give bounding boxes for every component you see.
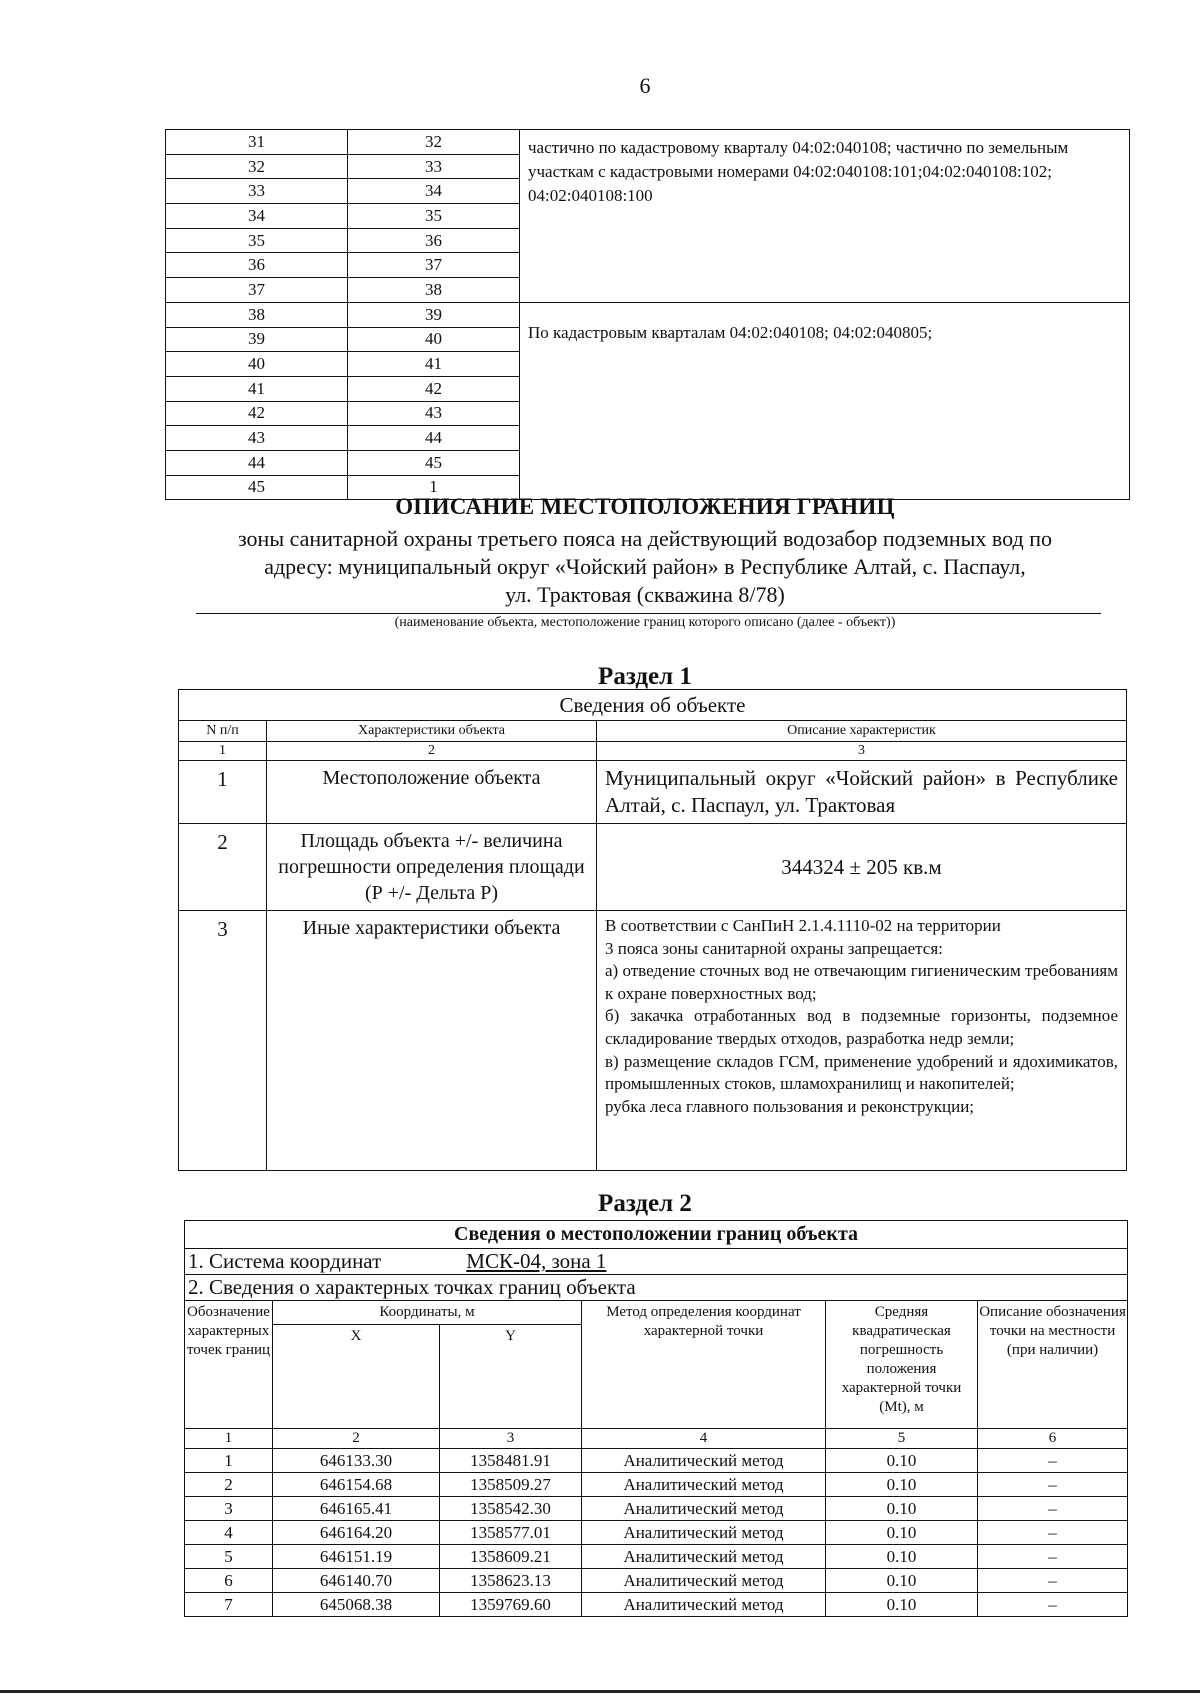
table-row (185, 1569, 1128, 1593)
note-cell: – (978, 1497, 1128, 1521)
from-point-cell: 35 (166, 228, 348, 253)
error-cell: 0.10 (826, 1473, 978, 1497)
boundary-segments-table (165, 129, 1130, 500)
method-cell: Аналитический метод (582, 1449, 826, 1473)
restriction-line: а) отведение сточных вод не отвечающим гигиеническим требованиям к охране поверхностных вод; (605, 961, 1118, 1003)
column-number: 2 (267, 742, 597, 761)
to-point-cell: 44 (348, 426, 520, 451)
from-point-cell: 43 (166, 426, 348, 451)
note-cell: – (978, 1593, 1128, 1617)
section-1-title: Раздел 1 (598, 663, 692, 690)
header-x: X (273, 1325, 440, 1429)
from-point-cell: 41 (166, 376, 348, 401)
point-id-cell: 2 (185, 1473, 273, 1497)
area-value-cell: 344324 ± 205 кв.м (597, 824, 1127, 911)
from-point-cell: 32 (166, 154, 348, 179)
from-point-cell: 45 (166, 475, 348, 500)
to-point-cell: 37 (348, 253, 520, 278)
column-number: 6 (978, 1429, 1128, 1449)
note-cell: – (978, 1521, 1128, 1545)
point-id-cell: 7 (185, 1593, 273, 1617)
point-id-cell: 5 (185, 1545, 273, 1569)
method-cell: Аналитический метод (582, 1569, 826, 1593)
subtitle-line: адресу: муниципальный округ «Чойский район» в Республике Алтай, с. Паспаул, (264, 554, 1026, 579)
table-row (185, 1497, 1128, 1521)
to-point-cell: 40 (348, 327, 520, 352)
header-coordinates: Координаты, м (273, 1301, 582, 1325)
column-number: 3 (597, 742, 1127, 761)
from-point-cell: 36 (166, 253, 348, 278)
from-point-cell: 33 (166, 179, 348, 204)
table-row (185, 1449, 1128, 1473)
to-point-cell: 42 (348, 376, 520, 401)
table-row (166, 130, 1130, 155)
segment-description-cell: частично по кадастровому кварталу 04:02:040108; частично по земельным участкам с кадастровыми номерами 04:02:040108:101;04:02:040108:102; 04:02:040108:100 (520, 130, 1130, 303)
column-number: 1 (179, 742, 267, 761)
from-point-cell: 31 (166, 130, 348, 155)
object-info-table (178, 689, 1127, 1171)
to-point-cell: 1 (348, 475, 520, 500)
method-cell: Аналитический метод (582, 1473, 826, 1497)
from-point-cell: 34 (166, 204, 348, 229)
column-number: 5 (826, 1429, 978, 1449)
header-note: Описание обозначения точки на местности (при наличии) (978, 1301, 1128, 1429)
to-point-cell: 39 (348, 302, 520, 327)
column-number: 2 (273, 1429, 440, 1449)
error-cell: 0.10 (826, 1593, 978, 1617)
x-coordinate-cell: 646133.30 (273, 1449, 440, 1473)
column-number: 4 (582, 1429, 826, 1449)
column-number: 1 (185, 1429, 273, 1449)
header-cell: Описание характеристик (597, 721, 1127, 742)
x-coordinate-cell: 646164.20 (273, 1521, 440, 1545)
error-cell: 0.10 (826, 1545, 978, 1569)
y-coordinate-cell: 1358509.27 (440, 1473, 582, 1497)
restriction-line: В соответствии с СанПиН 2.1.4.1110-02 на территории (605, 916, 1001, 935)
to-point-cell: 33 (348, 154, 520, 179)
x-coordinate-cell: 646165.41 (273, 1497, 440, 1521)
error-cell: 0.10 (826, 1449, 978, 1473)
point-id-cell: 3 (185, 1497, 273, 1521)
table-row (185, 1473, 1128, 1497)
header-cell: N п/п (179, 721, 267, 742)
column-number: 3 (440, 1429, 582, 1449)
method-cell: Аналитический метод (582, 1497, 826, 1521)
from-point-cell: 38 (166, 302, 348, 327)
note-cell: – (978, 1545, 1128, 1569)
table-row (179, 824, 1127, 911)
section-2-title: Раздел 2 (598, 1190, 692, 1217)
note-cell: – (978, 1449, 1128, 1473)
document-title: ОПИСАНИЕ МЕСТОПОЛОЖЕНИЯ ГРАНИЦ (395, 494, 895, 519)
coordinate-system-label: 1. Система координат (188, 1249, 382, 1273)
y-coordinate-cell: 1359769.60 (440, 1593, 582, 1617)
point-id-cell: 4 (185, 1521, 273, 1545)
row-number: 2 (179, 824, 267, 911)
point-id-cell: 1 (185, 1449, 273, 1473)
restriction-line: рубка леса главного пользования и реконструкции; (605, 1096, 975, 1116)
from-point-cell: 39 (166, 327, 348, 352)
method-cell: Аналитический метод (582, 1593, 826, 1617)
boundary-points-table (184, 1220, 1128, 1617)
y-coordinate-cell: 1358609.21 (440, 1545, 582, 1569)
object-description (160, 525, 1130, 609)
table-row (185, 1521, 1128, 1545)
restriction-line: 3 пояса зоны санитарной охраны запрещается: (605, 938, 943, 958)
method-cell: Аналитический метод (582, 1545, 826, 1569)
to-point-cell: 36 (348, 228, 520, 253)
header-y: Y (440, 1325, 582, 1429)
error-cell: 0.10 (826, 1569, 978, 1593)
error-cell: 0.10 (826, 1521, 978, 1545)
x-coordinate-cell: 646151.19 (273, 1545, 440, 1569)
from-point-cell: 42 (166, 401, 348, 426)
to-point-cell: 35 (348, 204, 520, 229)
to-point-cell: 34 (348, 179, 520, 204)
coordinate-system (185, 1249, 1128, 1275)
restrictions-cell (597, 911, 1127, 1171)
subtitle-line: зоны санитарной охраны третьего пояса на действующий водозабор подземных вод по (238, 526, 1052, 551)
table-row (179, 761, 1127, 824)
y-coordinate-cell: 1358577.01 (440, 1521, 582, 1545)
description-cell: Муниципальный округ «Чойский район» в Республике Алтай, с. Паспаул, ул. Трактовая (597, 761, 1127, 824)
object-caption: (наименование объекта, местоположение границ которого описано (далее - объект)) (394, 615, 896, 630)
table-row (179, 911, 1127, 1171)
from-point-cell: 40 (166, 352, 348, 377)
from-point-cell: 37 (166, 278, 348, 303)
x-coordinate-cell: 646140.70 (273, 1569, 440, 1593)
error-cell: 0.10 (826, 1497, 978, 1521)
header-method: Метод определения координат характерной точки (582, 1301, 826, 1429)
points-section-label: 2. Сведения о характерных точках границ объекта (185, 1275, 1128, 1301)
from-point-cell: 44 (166, 450, 348, 475)
x-coordinate-cell: 646154.68 (273, 1473, 440, 1497)
y-coordinate-cell: 1358481.91 (440, 1449, 582, 1473)
characteristic-cell: Площадь объекта +/- величина погрешности определения площади (Р +/- Дельта Р) (267, 824, 597, 911)
row-number: 1 (179, 761, 267, 824)
y-coordinate-cell: 1358542.30 (440, 1497, 582, 1521)
underline-rule (196, 613, 1101, 614)
method-cell: Аналитический метод (582, 1521, 826, 1545)
to-point-cell: 38 (348, 278, 520, 303)
to-point-cell: 41 (348, 352, 520, 377)
characteristic-cell: Местоположение объекта (267, 761, 597, 824)
point-id-cell: 6 (185, 1569, 273, 1593)
to-point-cell: 45 (348, 450, 520, 475)
row-number: 3 (179, 911, 267, 1171)
scan-edge-line (0, 1690, 1200, 1693)
table-caption: Сведения о местоположении границ объекта (185, 1221, 1128, 1249)
restriction-line: в) размещение складов ГСМ, применение удобрений и ядохимикатов, промышленных стоков, шламохранилищ и накопителей; (605, 1051, 1118, 1094)
table-row (185, 1593, 1128, 1617)
segment-description-cell: По кадастровым кварталам 04:02:040108; 04:02:040805; (520, 302, 1130, 500)
coordinate-system-value: МСК-04, зона 1 (466, 1249, 607, 1273)
header-error: Средняя квадратическая погрешность положения характерной точки (Mt), м (826, 1301, 978, 1429)
note-cell: – (978, 1569, 1128, 1593)
table-row (185, 1545, 1128, 1569)
table-row (166, 302, 1130, 327)
header-cell: Характеристики объекта (267, 721, 597, 742)
table-caption: Сведения об объекте (179, 690, 1127, 721)
note-cell: – (978, 1473, 1128, 1497)
restriction-line: б) закачка отработанных вод в подземные горизонты, подземное складирование твердых отходов, разработка недр земли; (605, 1006, 1118, 1048)
to-point-cell: 32 (348, 130, 520, 155)
page-number: 6 (639, 73, 651, 98)
header-designation: Обозначение характерных точек границ (185, 1301, 273, 1429)
y-coordinate-cell: 1358623.13 (440, 1569, 582, 1593)
subtitle-line: ул. Трактовая (скважина 8/78) (505, 582, 785, 607)
characteristic-cell: Иные характеристики объекта (267, 911, 597, 1171)
x-coordinate-cell: 645068.38 (273, 1593, 440, 1617)
to-point-cell: 43 (348, 401, 520, 426)
